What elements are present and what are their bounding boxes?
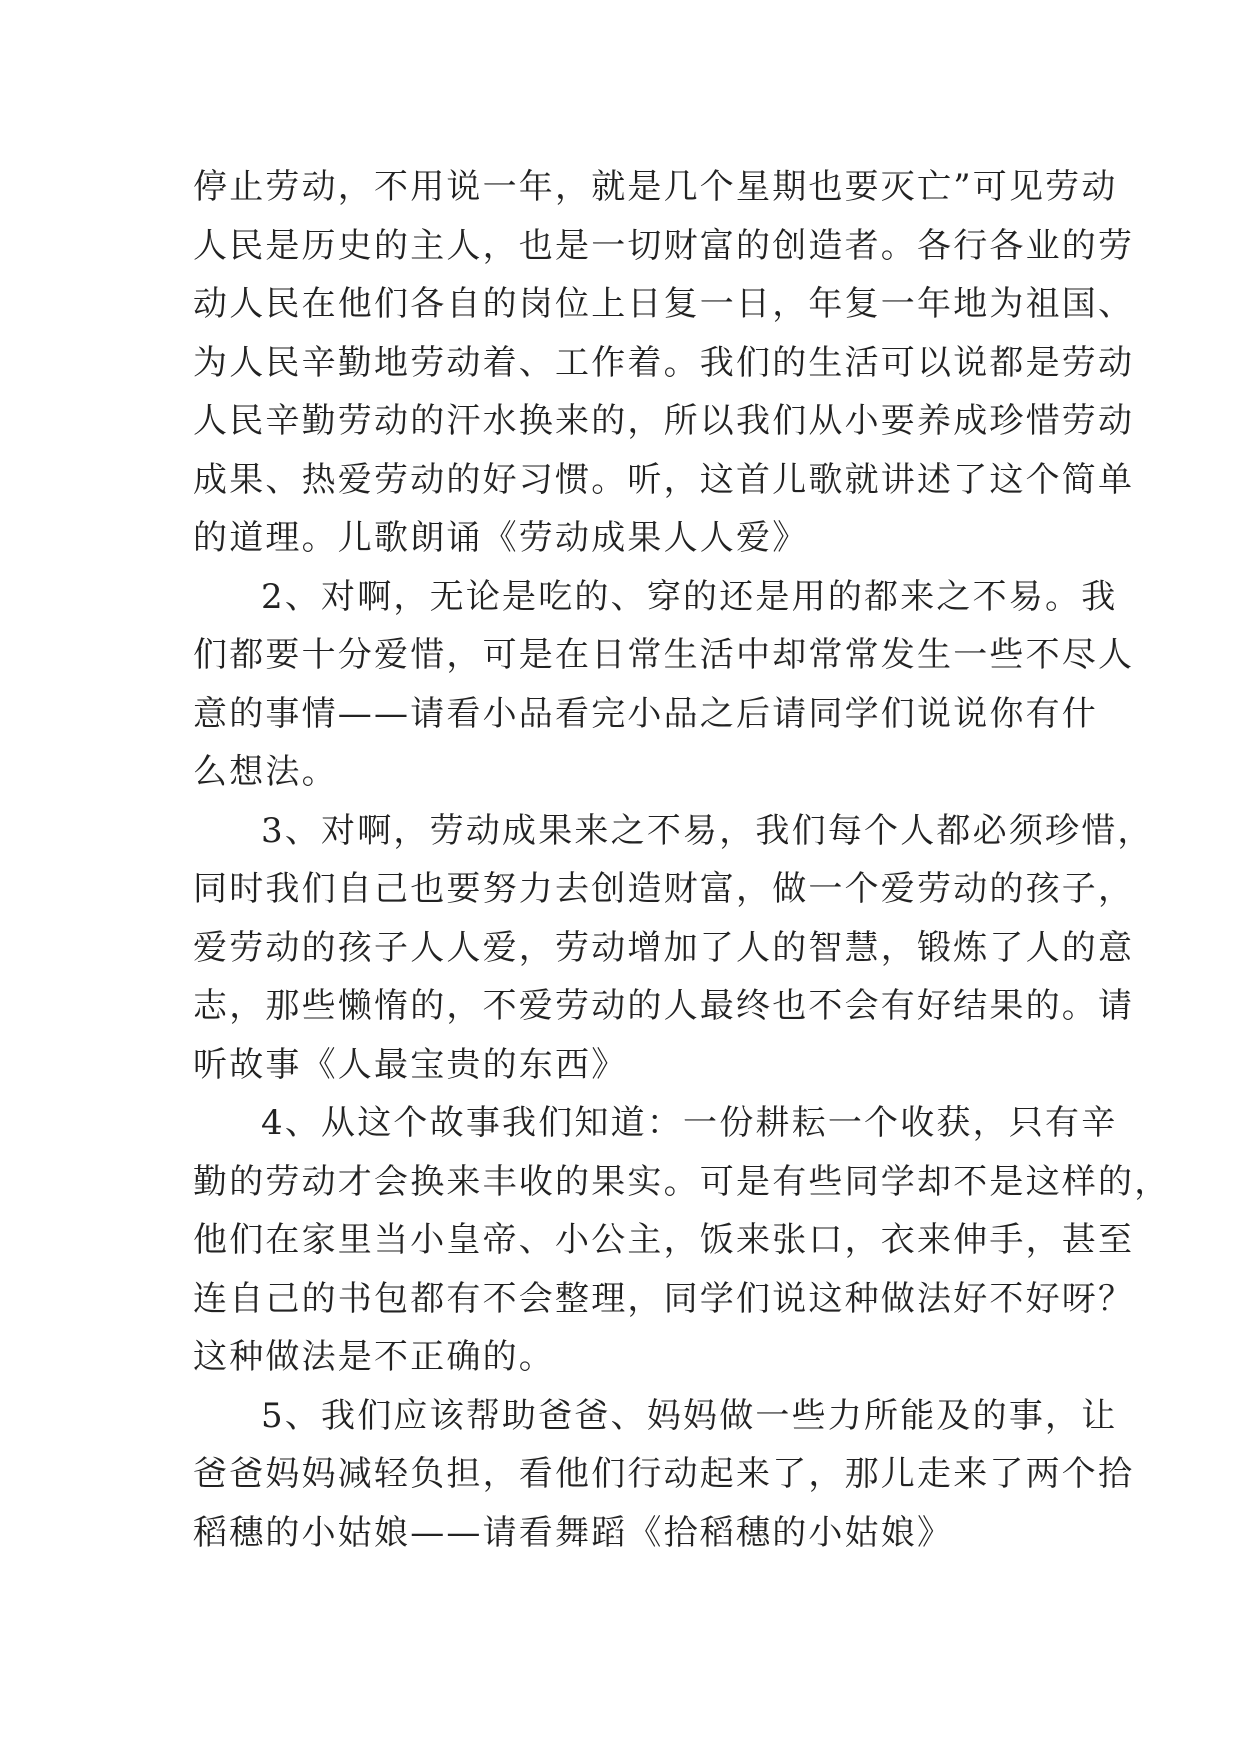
text-line: 4、从这个故事我们知道：一份耕耘一个收获，只有辛: [261, 1103, 1118, 1143]
text-line: 为人民辛勤地劳动着、工作着。我们的生活可以说都是劳动: [193, 342, 1135, 383]
text-line: 5、我们应该帮助爸爸、妈妈做一些力所能及的事，让: [261, 1395, 1118, 1436]
paragraph-4: [193, 1094, 1171, 1387]
text-line: 稻穗的小姑娘——请看舞蹈《拾稻穗的小姑娘》: [193, 1512, 954, 1553]
paragraph-3: [193, 802, 1154, 1095]
paragraph-1: [193, 158, 1135, 568]
text-line: 爸爸妈妈减轻负担，看他们行动起来了，那儿走来了两个拾: [193, 1454, 1135, 1494]
text-line: 听故事《人最宝贵的东西》: [193, 1044, 628, 1085]
text-line: 3、对啊，劳动成果来之不易，我们每个人都必须珍惜，: [261, 810, 1154, 851]
text-line: 动人民在他们各自的岗位上日复一日，年复一年地为祖国、: [193, 284, 1135, 324]
text-line: 连自己的书包都有不会整理，同学们说这种做法好不好呀？: [193, 1278, 1135, 1319]
text-line: 勤的劳动才会换来丰收的果实。可是有些同学却不是这样的，: [193, 1161, 1171, 1202]
text-line: 2、对啊，无论是吃的、穿的还是用的都来之不易。我: [261, 576, 1118, 617]
paragraph-5: [193, 1387, 1135, 1563]
text-line: 他们在家里当小皇帝、小公主，饭来张口，衣来伸手，甚至: [193, 1220, 1135, 1260]
text-line: 这种做法是不正确的。: [193, 1337, 555, 1377]
text-line: 意的事情——请看小品看完小品之后请同学们说说你有什: [193, 693, 1098, 734]
text-line: 同时我们自己也要努力去创造财富，做一个爱劳动的孩子，: [193, 869, 1135, 909]
text-line: 的道理。儿歌朗诵《劳动成果人人爱》: [193, 518, 809, 558]
text-line: 们都要十分爱惜，可是在日常生活中却常常发生一些不尽人: [193, 635, 1135, 675]
text-line: 人民辛勤劳动的汗水换来的，所以我们从小要养成珍惜劳动: [193, 401, 1135, 441]
text-line: 志，那些懒惰的，不爱劳动的人最终也不会有好结果的。请: [193, 986, 1135, 1026]
text-line: 么想法。: [193, 752, 338, 792]
paragraph-2: [193, 568, 1135, 802]
text-line: 成果、热爱劳动的好习惯。听，这首儿歌就讲述了这个简单: [193, 459, 1135, 500]
document-body: [193, 158, 1171, 1562]
text-line: 人民是历史的主人，也是一切财富的创造者。各行各业的劳: [193, 225, 1135, 266]
text-line: 爱劳动的孩子人人爱，劳动增加了人的智慧，锻炼了人的意: [193, 927, 1135, 968]
text-line: 停止劳动，不用说一年，就是几个星期也要灭亡”可见劳动: [193, 167, 1118, 207]
